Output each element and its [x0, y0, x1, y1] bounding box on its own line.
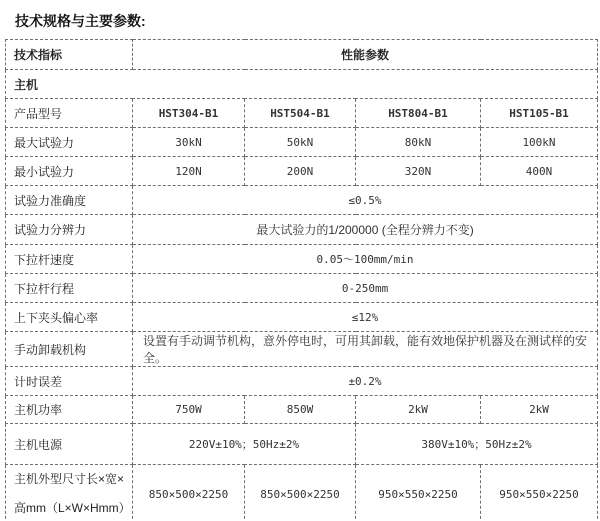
model-value: HST804-B1	[356, 99, 481, 128]
min-force-row	[6, 157, 598, 186]
manual-unload-row	[6, 332, 598, 367]
supply-row	[6, 424, 598, 465]
stroke-value: 0-250mm	[133, 274, 598, 303]
row-label: 主机电源	[6, 424, 133, 465]
min-force-value: 320N	[356, 157, 481, 186]
section-label: 主机	[6, 70, 598, 99]
model-value: HST105-B1	[481, 99, 598, 128]
row-label: 手动卸载机构	[6, 332, 133, 367]
max-force-value: 100kN	[481, 128, 598, 157]
timing-error-row	[6, 367, 598, 396]
dimensions-value: 850×500×2250	[245, 465, 356, 521]
header-row	[6, 40, 598, 70]
power-value: 2kW	[356, 396, 481, 424]
stroke-row	[6, 274, 598, 303]
manual-unload-value: 设置有手动调节机构，意外停电时，可用其卸载，能有效地保护机器及在测试样的安全。	[133, 332, 598, 367]
row-label: 计时误差	[6, 367, 133, 396]
power-row	[6, 396, 598, 424]
supply-value: 220V±10%；50Hz±2%	[133, 424, 356, 465]
row-label: 产品型号	[6, 99, 133, 128]
accuracy-value: ≤0.5%	[133, 186, 598, 215]
model-value: HST504-B1	[245, 99, 356, 128]
model-value: HST304-B1	[133, 99, 245, 128]
resolution-row	[6, 215, 598, 245]
power-value: 2kW	[481, 396, 598, 424]
row-label: 主机功率	[6, 396, 133, 424]
max-force-row	[6, 128, 598, 157]
dimensions-value: 950×550×2250	[356, 465, 481, 521]
resolution-value: 最大试验力的1/200000 (全程分辨力不变)	[133, 215, 598, 245]
spec-table	[5, 39, 598, 521]
row-label: 试验力分辨力	[6, 215, 133, 245]
row-label: 试验力准确度	[6, 186, 133, 215]
row-label: 下拉杆行程	[6, 274, 133, 303]
speed-value: 0.05～100mm/min	[133, 245, 598, 274]
eccentricity-value: ≤12%	[133, 303, 598, 332]
supply-value: 380V±10%；50Hz±2%	[356, 424, 598, 465]
max-force-value: 80kN	[356, 128, 481, 157]
dimensions-row	[6, 465, 598, 521]
row-label: 最小试验力	[6, 157, 133, 186]
power-value: 850W	[245, 396, 356, 424]
row-label: 主机外型尺寸长×宽×高mm（L×W×Hmm）	[6, 465, 133, 521]
header-value: 性能参数	[133, 40, 598, 70]
power-value: 750W	[133, 396, 245, 424]
header-label: 技术指标	[6, 40, 133, 70]
min-force-value: 120N	[133, 157, 245, 186]
row-label: 上下夹头偏心率	[6, 303, 133, 332]
eccentricity-row	[6, 303, 598, 332]
row-label: 下拉杆速度	[6, 245, 133, 274]
section-row	[6, 70, 598, 99]
model-row	[6, 99, 598, 128]
dimensions-value: 850×500×2250	[133, 465, 245, 521]
accuracy-row	[6, 186, 598, 215]
dimensions-value: 950×550×2250	[481, 465, 598, 521]
max-force-value: 50kN	[245, 128, 356, 157]
page-title: 技术规格与主要参数:	[15, 13, 146, 29]
max-force-value: 30kN	[133, 128, 245, 157]
row-label: 最大试验力	[6, 128, 133, 157]
min-force-value: 200N	[245, 157, 356, 186]
speed-row	[6, 245, 598, 274]
timing-error-value: ±0.2%	[133, 367, 598, 396]
min-force-value: 400N	[481, 157, 598, 186]
